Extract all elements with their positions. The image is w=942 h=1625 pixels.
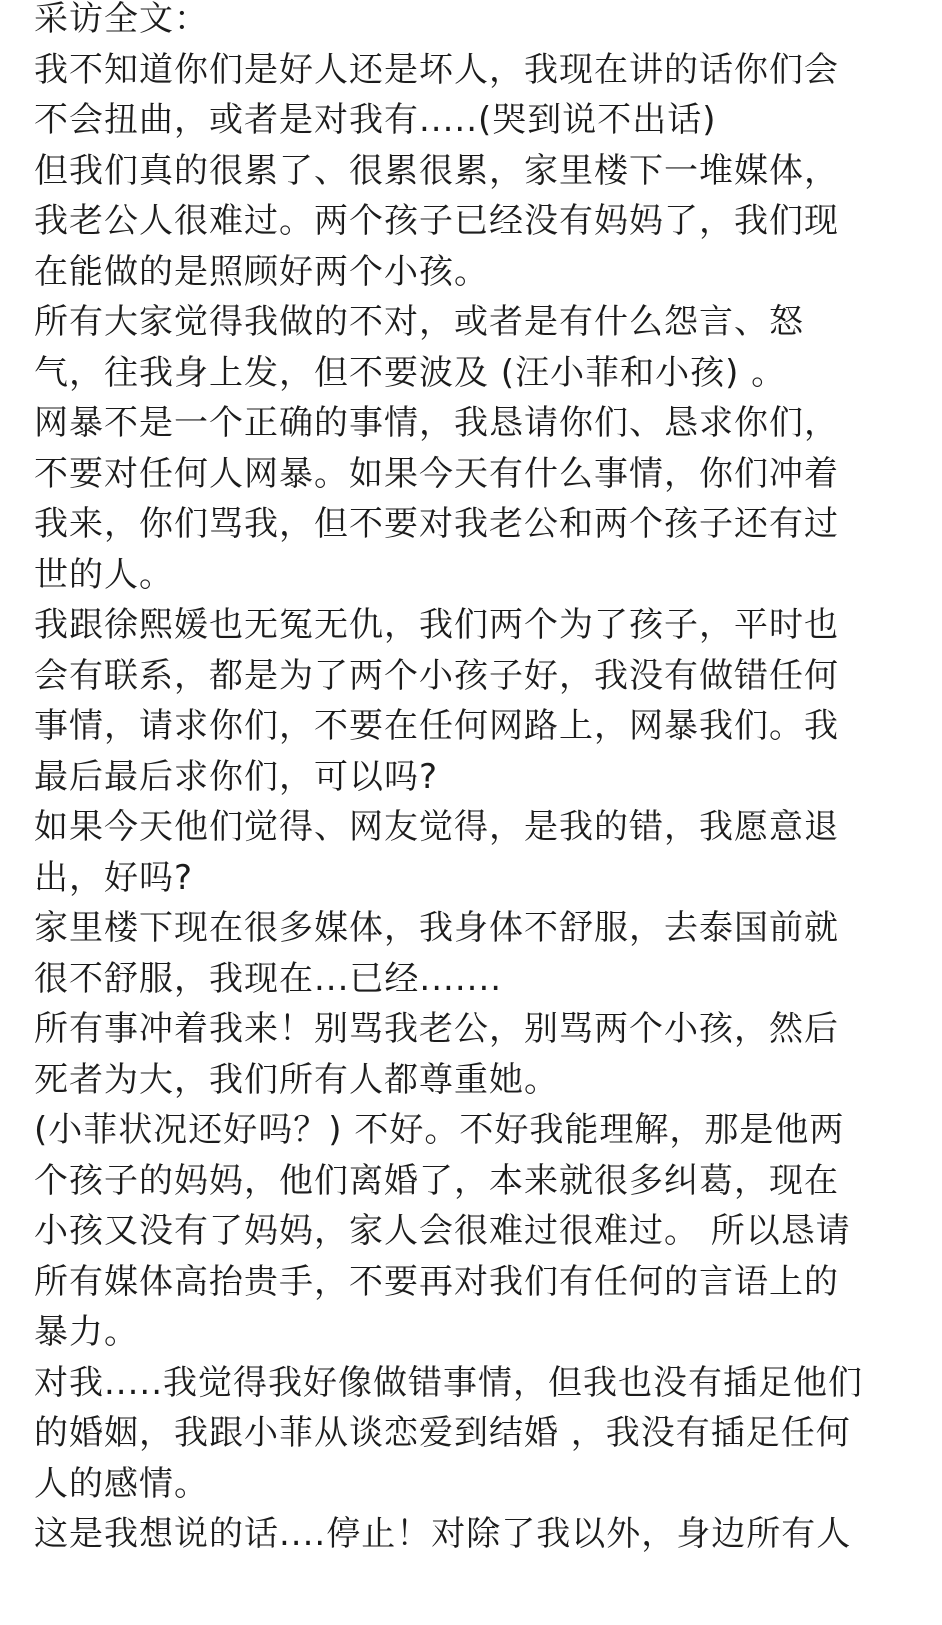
text-line: 小孩又没有了妈妈，家人会很难过很难过。 所以恳请	[34, 1211, 851, 1251]
text-line: 对我.....我觉得我好像做错事情，但我也没有插足他们	[34, 1362, 864, 1403]
text-line: 我跟徐熙媛也无冤无仇，我们两个为了孩子，平时也	[34, 605, 839, 645]
text-line: 很不舒服，我现在...已经.......	[34, 958, 503, 999]
text-line: 我老公人很难过。两个孩子已经没有妈妈了，我们现	[34, 201, 839, 241]
text-line: 我不知道你们是好人还是坏人，我现在讲的话你们会	[34, 49, 839, 90]
text-line: 事情，请求你们，不要在任何网路上，网暴我们。我	[34, 706, 839, 746]
text-line: 我来，你们骂我，但不要对我老公和两个孩子还有过	[34, 504, 839, 544]
text-line: 个孩子的妈妈，他们离婚了，本来就很多纠葛，现在	[34, 1160, 839, 1201]
text-line: 家里楼下现在很多媒体，我身体不舒服，去泰国前就	[34, 908, 839, 948]
text-line: 出，好吗?	[34, 857, 194, 898]
text-line: (小菲状况还好吗？) 不好。不好我能理解，那是他两	[34, 1110, 845, 1150]
text-line: 气，往我身上发，但不要波及 (汪小菲和小孩) 。	[34, 352, 787, 393]
text-line: 网暴不是一个正确的事情，我恳请你们、恳求你们，	[34, 403, 839, 443]
text-line: 暴力。	[34, 1312, 139, 1352]
text-line: 所有大家觉得我做的不对，或者是有什么怨言、怒	[34, 302, 804, 342]
text-line: 不要对任何人网暴。如果今天有什么事情，你们冲着	[34, 453, 839, 494]
text-line: 但我们真的很累了、很累很累，家里楼下一堆媒体，	[34, 150, 839, 191]
text-line: 不会扭曲，或者是对我有.....(哭到说不出话)	[34, 100, 717, 140]
text-line: 的婚姻，我跟小菲从谈恋爱到结婚 ，我没有插足任何	[34, 1413, 851, 1453]
text-line: 世的人。	[34, 554, 174, 595]
text-line: 这是我想说的话....停止！对除了我以外，身边所有人	[34, 1514, 852, 1554]
interview-transcript	[34, 0, 934, 1560]
text-line: 会有联系，都是为了两个小孩子好，我没有做错任何	[34, 655, 839, 696]
text-line: 在能做的是照顾好两个小孩。	[34, 251, 489, 292]
text-line: 最后最后求你们，可以吗?	[34, 756, 439, 797]
text-line: 所有事冲着我来！别骂我老公，别骂两个小孩，然后	[34, 1009, 839, 1049]
text-line: 所有媒体高抬贵手，不要再对我们有任何的言语上的	[34, 1261, 839, 1302]
text-line: 如果今天他们觉得、网友觉得，是我的错，我愿意退	[34, 807, 839, 847]
transcript-heading: 采访全文：	[34, 0, 209, 39]
text-line: 死者为大，我们所有人都尊重她。	[34, 1059, 559, 1100]
text-line: 人的感情。	[34, 1463, 209, 1504]
